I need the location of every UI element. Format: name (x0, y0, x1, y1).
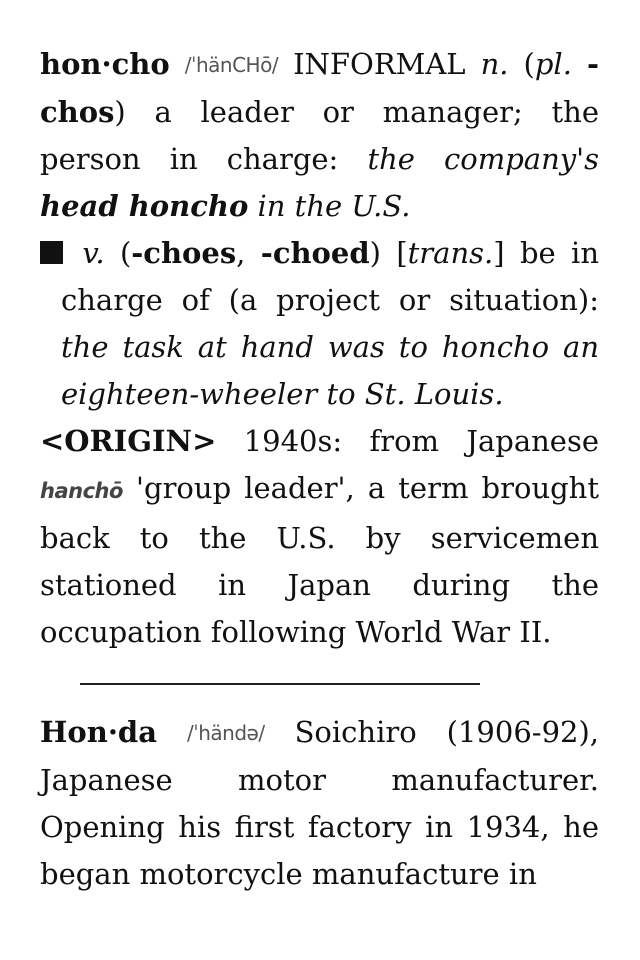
entry-divider (80, 683, 480, 685)
example-part-1: the company's (367, 142, 599, 176)
sense-noun: hon·cho /ˈhänCHō/ INFORMAL n. (pl. -chos) a leader or manager; the person in charge: the company's head honcho in the U.S. (40, 47, 599, 223)
origin-text-1: 1940s: from Japanese (243, 424, 600, 458)
entry-2-text: Soichiro (1906-92), Japanese motor manufacturer. Opening his first factory in 1934, he began motorcycle manufacture in (40, 715, 600, 891)
verb-definition: be in charge of (a project or situation): (61, 236, 600, 317)
verb-example: the task at hand was to honcho an eighteen-wheeler to St. Louis. (61, 330, 599, 411)
part-of-speech: n. (480, 47, 509, 81)
entry-honda (40, 709, 599, 898)
verb-trans: trans. (407, 236, 494, 270)
pronunciation-2: /ˈhändə/ (186, 721, 265, 745)
origin-text-2: 'group leader', a term brought back to the U.S. by servicemen stationed in Japan during the occupation following World War II. (40, 471, 600, 649)
definition: a leader or manager; the person in charge: (40, 95, 599, 176)
example-bold: head honcho (40, 189, 249, 223)
plural-label: pl. (534, 47, 572, 81)
origin-foreign-word: hanchō (40, 479, 123, 503)
sense-verb: v. (-choes, -choed) [trans.] be in charge of (a project or situation): the task at hand was to honcho an eighteen-wheeler to St. Louis. (40, 230, 599, 418)
origin-section (40, 418, 599, 656)
plural-form: -chos (40, 47, 599, 129)
sense-bullet-square-icon (40, 241, 63, 264)
origin-label: <ORIGIN> (40, 424, 217, 458)
entry-honcho (40, 41, 599, 656)
register-label: INFORMAL (293, 47, 466, 81)
headword: hon·cho (40, 47, 170, 81)
headword-2: Hon·da (40, 715, 157, 749)
example-part-2: in the U.S. (257, 189, 411, 223)
verb-form-2: -choed (260, 236, 370, 270)
verb-form-1: -choes (131, 236, 237, 270)
verb-pos: v. (82, 236, 105, 270)
pronunciation: /ˈhänCHō/ (184, 53, 279, 77)
